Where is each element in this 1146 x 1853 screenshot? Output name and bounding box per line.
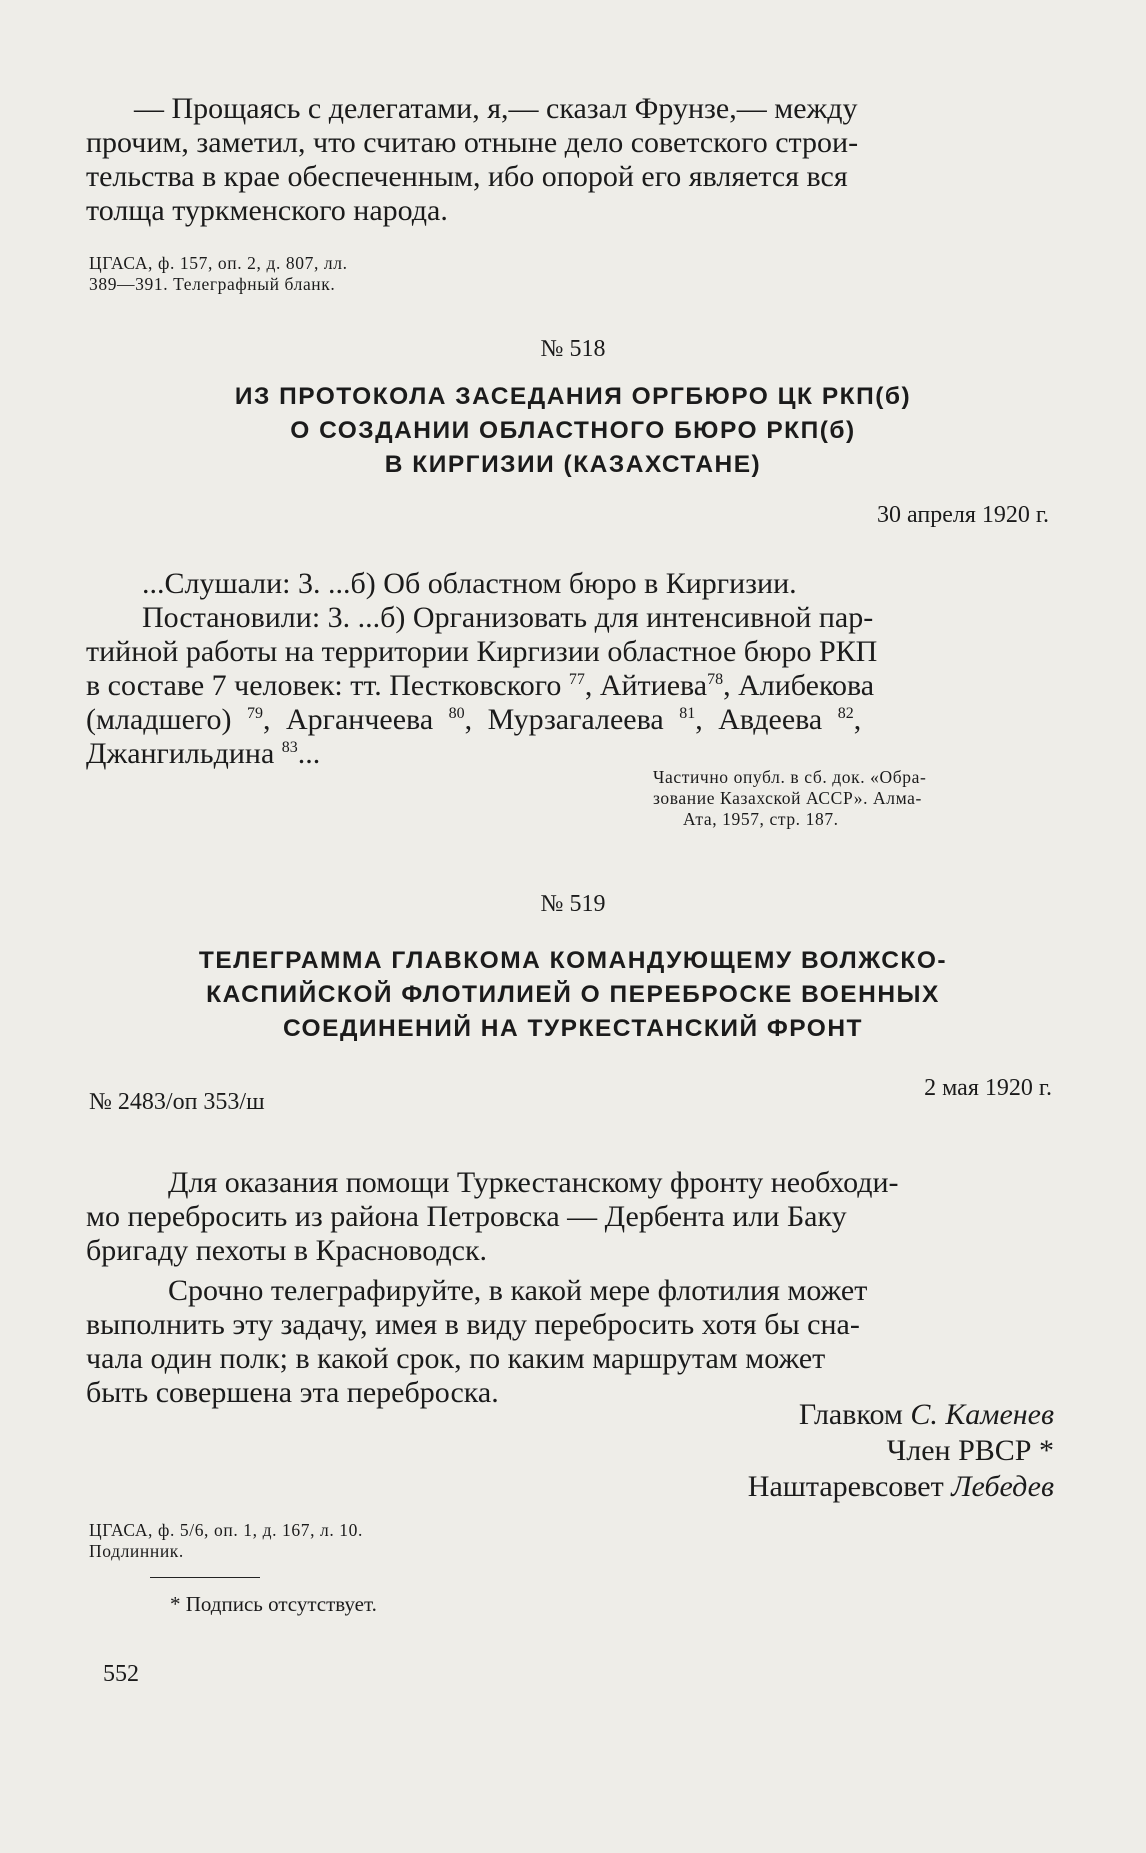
note-line: 389—391. Телеграфный бланк. — [89, 274, 336, 294]
note-line: Подлинник. — [89, 1541, 184, 1561]
text-line: — Прощаясь с делегатами, я,— сказал Фрунзе,— между — [134, 92, 858, 125]
title-line: КАСПИЙСКОЙ ФЛОТИЛИЕЙ О ПЕРЕБРОСКЕ ВОЕННЫХ — [206, 981, 940, 1008]
text-line: чала один полк; в какой срок, по каким маршрутам может — [86, 1342, 826, 1375]
document-date-518: 30 апреля 1920 г. — [877, 502, 1049, 528]
document-number-518: № 518 — [540, 336, 606, 362]
page-number: 552 — [103, 1661, 139, 1687]
text-line: бригаду пехоты в Красноводск. — [86, 1234, 488, 1267]
signature-line: Член РВСР * — [886, 1434, 1054, 1467]
footnote-ref: 83 — [281, 739, 298, 756]
intro-source-note — [89, 253, 348, 295]
document-number-519: № 519 — [540, 891, 606, 917]
title-line: ИЗ ПРОТОКОЛА ЗАСЕДАНИЯ ОРГБЮРО ЦК РКП(б) — [234, 383, 912, 410]
document-title-519 — [140, 944, 1006, 1046]
title-line: СОЕДИНЕНИЙ НА ТУРКЕСТАНСКИЙ ФРОНТ — [282, 1015, 864, 1042]
footnote-ref: 78 — [707, 671, 724, 688]
text-line: Постановили: 3. ...б) Организовать для интенсивной пар- — [142, 601, 874, 634]
text-line: выполнить эту задачу, имея в виду перебросить хотя бы сна- — [86, 1308, 860, 1341]
text-line: в составе 7 человек: тт. Пестковского $^{77}$, Айтиева$^{78}$, Алибекова — [86, 669, 875, 702]
document-date-519: 2 мая 1920 г. — [924, 1075, 1052, 1101]
title-line: ТЕЛЕГРАММА ГЛАВКОМА КОМАНДУЮЩЕМУ ВОЛЖСКО- — [198, 947, 948, 974]
title-line: О СОЗДАНИИ ОБЛАСТНОГО БЮРО РКП(б) — [290, 417, 856, 444]
text-line: быть совершена эта переброска. — [86, 1376, 499, 1409]
note-line: зование Казахской АССР». Алма- — [653, 788, 922, 808]
telegram-text-519 — [86, 1166, 1048, 1410]
text-line: тийной работы на территории Киргизии областное бюро РКП — [86, 635, 878, 668]
title-line: В КИРГИЗИИ (КАЗАХСТАНЕ) — [384, 451, 762, 478]
protocol-text-518 — [86, 567, 1048, 771]
text-line: (младшего) $^{79}$, Арганчеева $^{80}$, Мурзагалеева $^{81}$, Авдеева $^{82}$, — [86, 703, 862, 736]
text-line: Для оказания помощи Туркестанскому фронту необходи- — [168, 1166, 899, 1199]
text-line: толща туркменского народа. — [86, 194, 448, 227]
note-line: Частично опубл. в сб. док. «Обра- — [653, 767, 927, 787]
note-line: ЦГАСА, ф. 5/6, оп. 1, д. 167, л. 10. — [89, 1520, 363, 1540]
footnote-ref: 82 — [837, 705, 854, 722]
text-line: мо перебросить из района Петровска — Дербента или Баку — [86, 1200, 847, 1233]
footnote-ref: 80 — [448, 705, 465, 722]
note-line: Ата, 1957, стр. 187. — [683, 809, 839, 829]
text-line: Джангильдина $^{83}$... — [86, 737, 321, 770]
source-note-519 — [89, 1520, 363, 1562]
footnote-ref: 81 — [679, 705, 696, 722]
footnote-ref: 79 — [247, 705, 263, 722]
signatures-519 — [748, 1397, 1054, 1505]
registration-number-519: № 2483/оп 353/ш — [89, 1089, 265, 1115]
signature-line: Наштаревсовет Лебедев — [747, 1470, 1054, 1503]
footnote-519: * Подпись отсутствует. — [170, 1592, 377, 1616]
source-note-518 — [653, 767, 926, 830]
intro-paragraph — [86, 92, 1044, 228]
text-line: прочим, заметил, что считаю отныне дело советского строи- — [86, 126, 859, 159]
text-line: Срочно телеграфируйте, в какой мере флотилия может — [168, 1274, 868, 1307]
note-line: ЦГАСА, ф. 157, оп. 2, д. 807, лл. — [89, 253, 348, 273]
footnote-divider — [150, 1577, 260, 1578]
text-line: тельства в крае обеспеченным, ибо опорой его является вся — [86, 160, 848, 193]
document-title-518 — [150, 380, 996, 482]
text-line: ...Слушали: 3. ...б) Об областном бюро в Киргизии. — [142, 567, 797, 600]
signature-line: Главком С. Каменев — [798, 1398, 1054, 1431]
footnote-ref: 77 — [568, 671, 585, 688]
